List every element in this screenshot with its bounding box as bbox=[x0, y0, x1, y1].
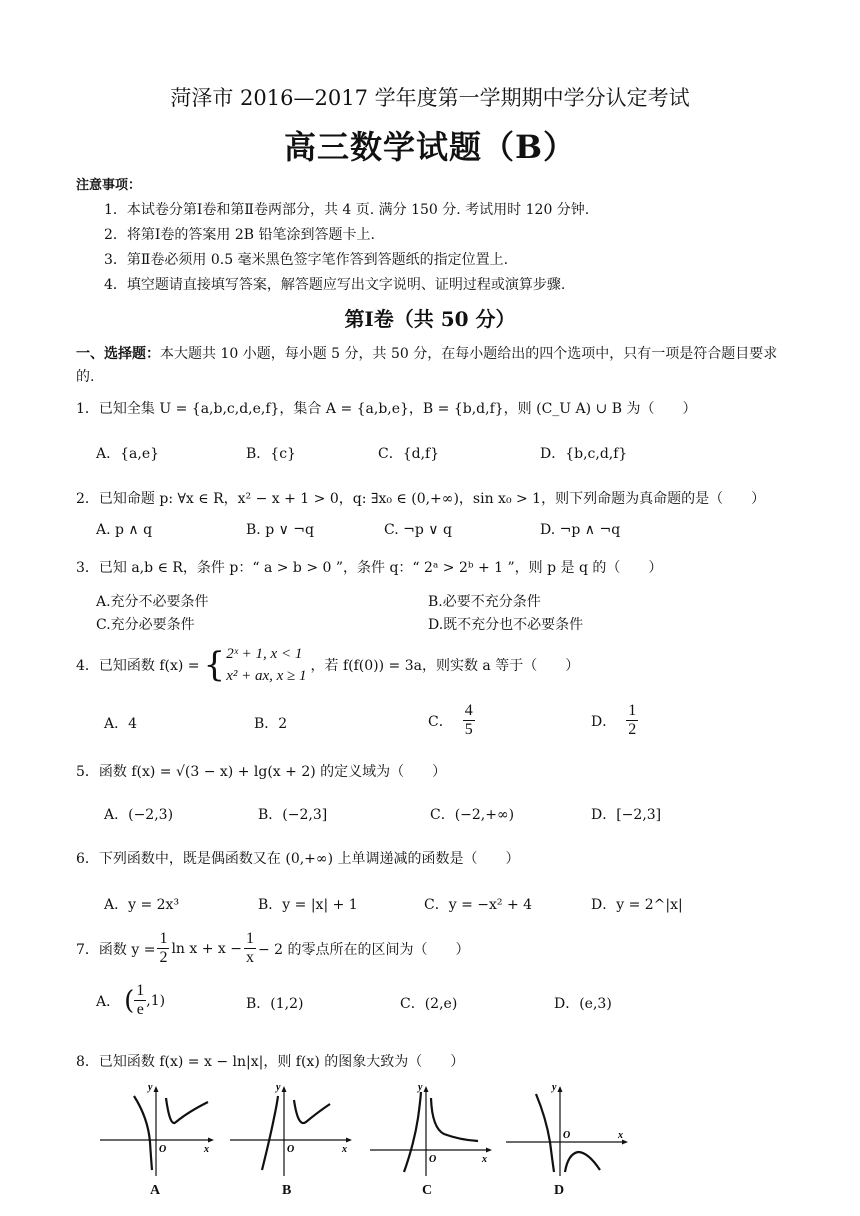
q5-option-a: A．(−2,3) bbox=[104, 807, 174, 823]
frac-den: e bbox=[136, 1001, 144, 1018]
x-axis-label: x bbox=[204, 1144, 209, 1155]
paper-title: 高三数学试题（B） bbox=[283, 128, 577, 166]
notice-item-2: 2．将第Ⅰ卷的答案用 2B 铅笔涂到答题卡上. bbox=[104, 227, 375, 243]
q4-fraction-d bbox=[626, 702, 638, 739]
frac-num: 1 bbox=[628, 702, 637, 719]
q4-option-d-label: D． bbox=[591, 713, 617, 730]
x-axis-label: x bbox=[482, 1154, 487, 1165]
graph-d-label: D bbox=[554, 1183, 565, 1198]
question-7-stem bbox=[76, 930, 470, 967]
y-axis-arrow bbox=[282, 1086, 287, 1092]
section-text: 本大题共 10 小题，每小题 5 分，共 50 分，在每小题给出的四个选项中，只有一项是符合题目要求的. bbox=[76, 346, 778, 385]
q4-option-c bbox=[428, 702, 475, 739]
q3-option-d: D.既不充分也不必要条件 bbox=[428, 617, 584, 633]
piece-case-2: x² + ax, x ≥ 1 bbox=[226, 668, 307, 684]
q4-option-c-label: C． bbox=[428, 713, 453, 730]
frac-den: x bbox=[246, 949, 254, 966]
question-6-stem: 6．下列函数中，既是偶函数又在 (0,+∞) 上单调递减的函数是（ ） bbox=[76, 851, 520, 867]
origin-label: O bbox=[429, 1154, 437, 1165]
x-axis-arrow bbox=[208, 1138, 214, 1143]
q1-option-d: D．{b,c,d,f} bbox=[540, 446, 628, 462]
x-axis-label: x bbox=[342, 1144, 347, 1155]
y-axis-arrow bbox=[558, 1086, 563, 1092]
open-paren: ( bbox=[124, 985, 135, 1016]
q7-fraction-inv-x bbox=[244, 930, 256, 967]
q1-option-c: C．{d,f} bbox=[378, 446, 440, 462]
q4-stem-post: ，若 f(f(0)) = 3a，则实数 a 等于（ ） bbox=[310, 658, 580, 674]
q2-option-b: B. p ∨ ¬q bbox=[246, 522, 314, 538]
q2-option-a: A. p ∧ q bbox=[96, 522, 153, 538]
q7-stem-mid1: ln x + x − bbox=[171, 940, 242, 957]
frac-den: 2 bbox=[628, 721, 637, 738]
x-axis-label: x bbox=[618, 1130, 623, 1141]
exam-title: 菏泽市 2016—2017 学年度第一学期期中学分认定考试 bbox=[170, 86, 690, 110]
curve-left bbox=[262, 1096, 278, 1170]
q5-option-d: D．[−2,3] bbox=[591, 807, 662, 823]
graph-a bbox=[96, 1078, 218, 1178]
left-brace: { bbox=[203, 645, 226, 685]
frac-num: 1 bbox=[159, 930, 168, 947]
origin-label: O bbox=[159, 1144, 167, 1155]
frac-num: 4 bbox=[464, 702, 473, 719]
graph-d bbox=[502, 1078, 632, 1178]
curve-left bbox=[536, 1094, 554, 1172]
question-8-stem: 8．已知函数 f(x) = x − ln|x|，则 f(x) 的图象大致为（ ） bbox=[76, 1054, 465, 1070]
q7-option-c: C．(2,e) bbox=[400, 996, 458, 1012]
frac-num: 1 bbox=[136, 982, 145, 999]
q7-option-a-label: A． bbox=[96, 993, 121, 1010]
y-axis-label: y bbox=[276, 1082, 281, 1093]
question-1-stem: 1．已知全集 U = {a,b,c,d,e,f}，集合 A = {a,b,e}，B = {b,d,f}，则 (C_U A) ∪ B 为（ ） bbox=[76, 401, 697, 417]
notice-item-1: 1．本试卷分第Ⅰ卷和第Ⅱ卷两部分，共 4 页. 满分 150 分. 考试用时 120 分钟. bbox=[104, 202, 590, 218]
graph-c bbox=[366, 1078, 496, 1178]
q6-option-d: D．y = 2^|x| bbox=[591, 897, 683, 913]
q4-fraction-c bbox=[463, 702, 475, 739]
curve-left bbox=[404, 1092, 421, 1172]
curve-right bbox=[431, 1098, 478, 1141]
q7-stem-pre: 7．函数 y = bbox=[76, 941, 156, 958]
notice-item-4: 4．填空题请直接填写答案，解答题应写出文字说明、证明过程或演算步骤. bbox=[104, 277, 566, 293]
notice-title: 注意事项： bbox=[76, 178, 142, 193]
q3-option-c: C.充分必要条件 bbox=[96, 617, 195, 633]
question-3-stem: 3．已知 a,b ∈ R，条件 p：“ a > b > 0 ”，条件 q：“ 2ᵃ > 2ᵇ + 1 ”，则 p 是 q 的（ ） bbox=[76, 560, 663, 576]
x-axis-arrow bbox=[486, 1148, 492, 1153]
section-intro bbox=[76, 343, 792, 389]
y-axis-arrow bbox=[154, 1086, 159, 1092]
question-2-stem: 2．已知命题 p: ∀x ∈ R，x² − x + 1 > 0，q: ∃x₀ ∈ (0,+∞)，sin x₀ > 1，则下列命题为真命题的是（ ） bbox=[76, 491, 766, 507]
q4-option-b: B．2 bbox=[254, 716, 288, 732]
frac-num: 1 bbox=[246, 930, 254, 947]
q7-option-a bbox=[96, 982, 165, 1019]
graph-b bbox=[226, 1078, 356, 1178]
q3-option-a: A.充分不必要条件 bbox=[96, 594, 209, 610]
origin-label: O bbox=[563, 1130, 571, 1141]
graph-a-label: A bbox=[150, 1183, 161, 1198]
q2-option-d: D. ¬p ∧ ¬q bbox=[540, 522, 621, 538]
piecewise-cases bbox=[226, 643, 306, 687]
question-5-stem: 5．函数 f(x) = √(3 − x) + lg(x + 2) 的定义域为（ ） bbox=[76, 764, 447, 780]
part1-title: 第Ⅰ卷（共 50 分） bbox=[344, 307, 516, 331]
q4-option-a: A．4 bbox=[104, 716, 138, 732]
curve-right bbox=[166, 1098, 208, 1123]
y-axis-label: y bbox=[418, 1082, 423, 1093]
q3-option-b: B.必要不充分条件 bbox=[428, 594, 541, 610]
q7-fraction-half bbox=[157, 930, 169, 967]
curve-right bbox=[565, 1152, 600, 1172]
curve-right bbox=[294, 1100, 330, 1123]
curve-left bbox=[134, 1096, 152, 1170]
piece-case-1: 2ˣ + 1, x < 1 bbox=[226, 646, 303, 662]
graph-b-label: B bbox=[282, 1183, 292, 1198]
frac-den: 5 bbox=[464, 721, 473, 738]
q7-stem-mid2: − 2 的零点所在的区间为（ ） bbox=[258, 941, 470, 958]
q7-option-b: B．(1,2) bbox=[246, 996, 304, 1012]
section-label: 一、选择题： bbox=[76, 346, 160, 362]
origin-label: O bbox=[287, 1144, 295, 1155]
x-axis-arrow bbox=[346, 1138, 352, 1143]
y-axis-label: y bbox=[148, 1082, 153, 1093]
q5-option-c: C．(−2,+∞) bbox=[430, 807, 515, 823]
q1-option-a: A．{a,e} bbox=[96, 446, 160, 462]
question-4-stem bbox=[76, 643, 579, 687]
q4-option-d bbox=[591, 702, 638, 739]
q7-option-d: D．(e,3) bbox=[554, 996, 612, 1012]
q6-option-c: C．y = −x² + 4 bbox=[424, 897, 533, 913]
q6-option-b: B．y = |x| + 1 bbox=[258, 897, 358, 913]
y-axis-arrow bbox=[424, 1086, 429, 1092]
q4-stem-pre: 4．已知函数 f(x) = bbox=[76, 658, 200, 674]
q6-option-a: A．y = 2x³ bbox=[104, 897, 180, 913]
q7-fraction-inv-e bbox=[134, 982, 146, 1019]
q1-option-b: B．{c} bbox=[246, 446, 296, 462]
q7-option-a-tail: ,1) bbox=[146, 992, 166, 1009]
q2-option-c: C. ¬p ∨ q bbox=[384, 522, 452, 538]
notice-item-3: 3．第Ⅱ卷必须用 0.5 毫米黑色签字笔作答到答题纸的指定位置上. bbox=[104, 252, 509, 268]
graph-c-label: C bbox=[422, 1183, 433, 1198]
frac-den: 2 bbox=[159, 949, 168, 966]
q5-option-b: B．(−2,3] bbox=[258, 807, 328, 823]
y-axis-label: y bbox=[552, 1082, 557, 1093]
